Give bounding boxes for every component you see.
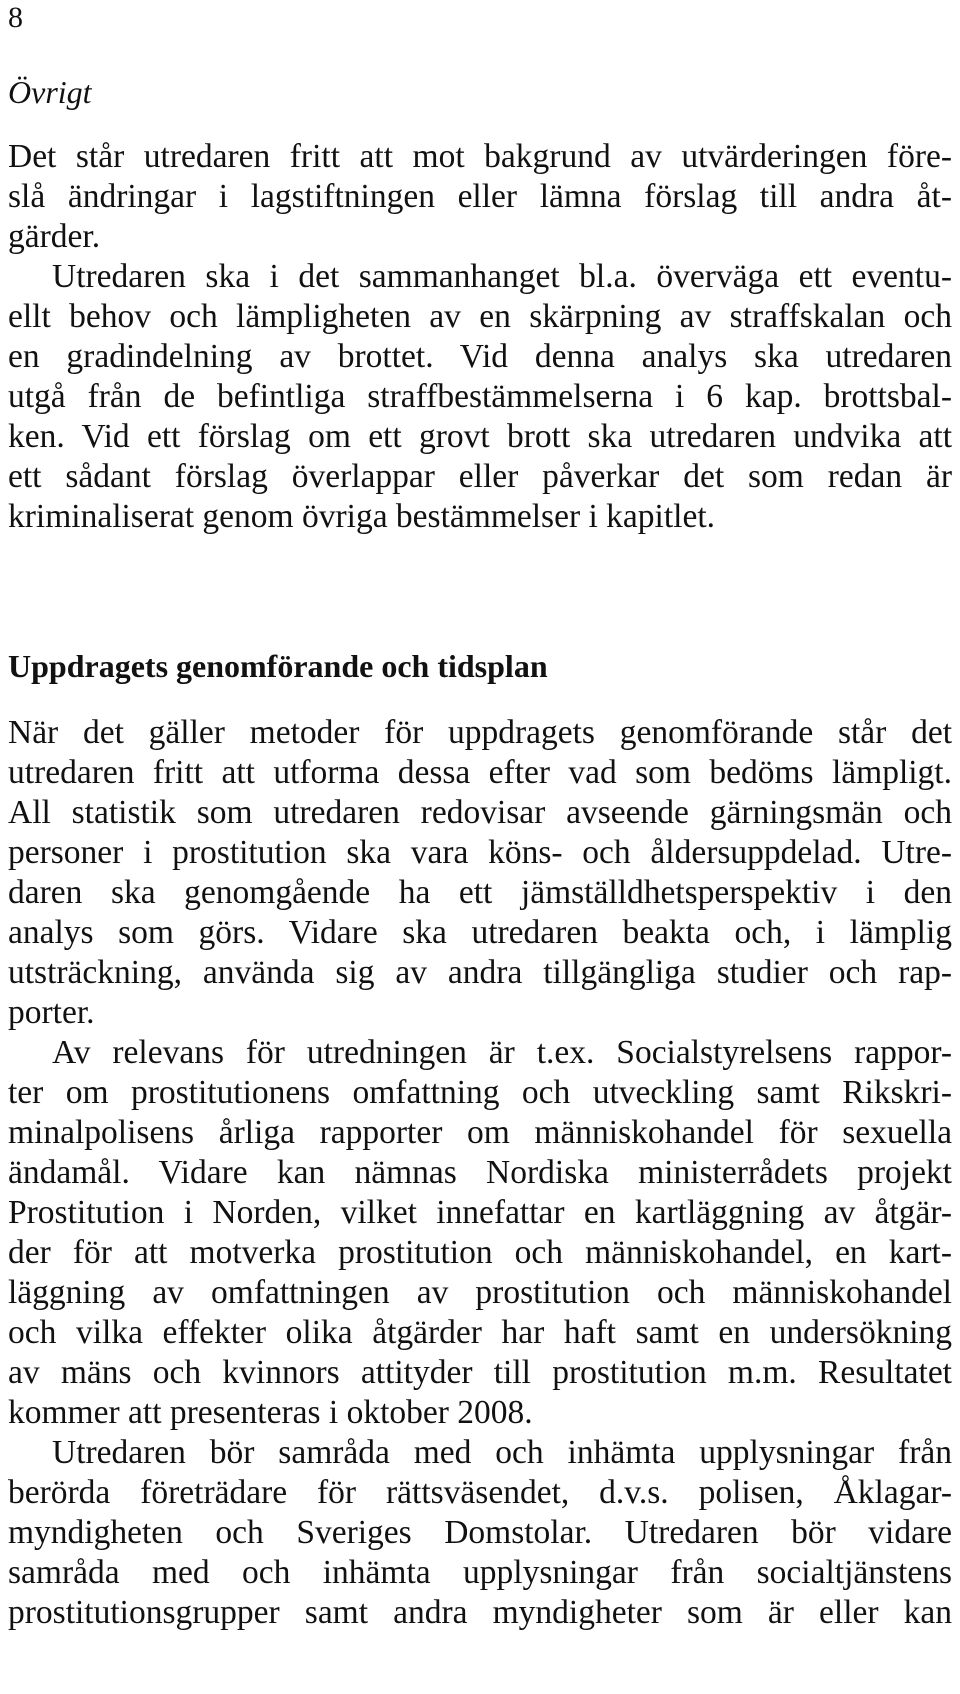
paragraph-line: der för att motverka prostitution och människohandel, en kart- [8, 1234, 952, 1271]
paragraph-line: Utredaren bör samråda med och inhämta upplysningar från [52, 1434, 952, 1471]
paragraph-line: minalpolisens årliga rapporter om människohandel för sexuella [8, 1114, 952, 1151]
paragraph-line: gärder. [8, 218, 101, 255]
paragraph-line: Prostitution i Norden, vilket innefattar en kartläggning av åtgär- [8, 1194, 952, 1231]
paragraph-line: När det gäller metoder för uppdragets genomförande står det [8, 714, 952, 751]
paragraph-line: porter. [8, 994, 95, 1031]
paragraph-line: Det står utredaren fritt att mot bakgrund av utvärderingen före- [8, 138, 952, 175]
paragraph-line: berörda företrädare för rättsväsendet, d.v.s. polisen, Åklagar- [8, 1474, 952, 1511]
paragraph-line: All statistik som utredaren redovisar avseende gärningsmän och [8, 794, 952, 831]
section-title-ovrigt: Övrigt [8, 74, 92, 110]
paragraph-line: personer i prostitution ska vara köns- och åldersuppdelad. Utre- [8, 834, 952, 871]
paragraph-line: Av relevans för utredningen är t.ex. Socialstyrelsens rappor- [52, 1034, 952, 1071]
paragraph-line: slå ändringar i lagstiftningen eller lämna förslag till andra åt- [8, 178, 952, 215]
paragraph-line: kriminaliserat genom övriga bestämmelser i kapitlet. [8, 498, 716, 535]
paragraph-line: ellt behov och lämpligheten av en skärpning av straffskalan och [8, 298, 952, 335]
paragraph-line: ändamål. Vidare kan nämnas Nordiska ministerrådets projekt [8, 1154, 952, 1191]
paragraph-line: analys som görs. Vidare ska utredaren beakta och, i lämplig [8, 914, 952, 951]
paragraph-line: ett sådant förslag överlappar eller påverkar det som redan är [8, 458, 952, 495]
paragraph-line: samråda med och inhämta upplysningar från socialtjänstens [8, 1554, 952, 1591]
paragraph-line: ter om prostitutionens omfattning och utveckling samt Rikskri- [8, 1074, 952, 1111]
paragraph-line: kommer att presenteras i oktober 2008. [8, 1394, 533, 1431]
paragraph-line: Utredaren ska i det sammanhanget bl.a. överväga ett eventu- [52, 258, 952, 295]
paragraph-line: myndigheten och Sveriges Domstolar. Utredaren bör vidare [8, 1514, 952, 1551]
page-number: 8 [8, 1, 23, 34]
paragraph-line: en gradindelning av brottet. Vid denna analys ska utredaren [8, 338, 952, 375]
paragraph-line: ken. Vid ett förslag om ett grovt brott ska utredaren undvika att [8, 418, 952, 455]
paragraph-line: utgå från de befintliga straffbestämmelserna i 6 kap. brottsbal- [8, 378, 952, 415]
paragraph-line: och vilka effekter olika åtgärder har haft samt en undersökning [8, 1314, 952, 1351]
paragraph-line: prostitutionsgrupper samt andra myndigheter som är eller kan [8, 1594, 952, 1631]
paragraph-line: av mäns och kvinnors attityder till prostitution m.m. Resultatet [8, 1354, 952, 1391]
paragraph-line: utredaren fritt att utforma dessa efter vad som bedöms lämpligt. [8, 754, 952, 791]
paragraph-line: utsträckning, använda sig av andra tillgängliga studier och rap- [8, 954, 952, 991]
paragraph-line: läggning av omfattningen av prostitution och människohandel [8, 1274, 952, 1311]
section-heading-genomforande: Uppdragets genomförande och tidsplan [8, 648, 548, 684]
paragraph-line: daren ska genomgående ha ett jämställdhetsperspektiv i den [8, 874, 952, 911]
